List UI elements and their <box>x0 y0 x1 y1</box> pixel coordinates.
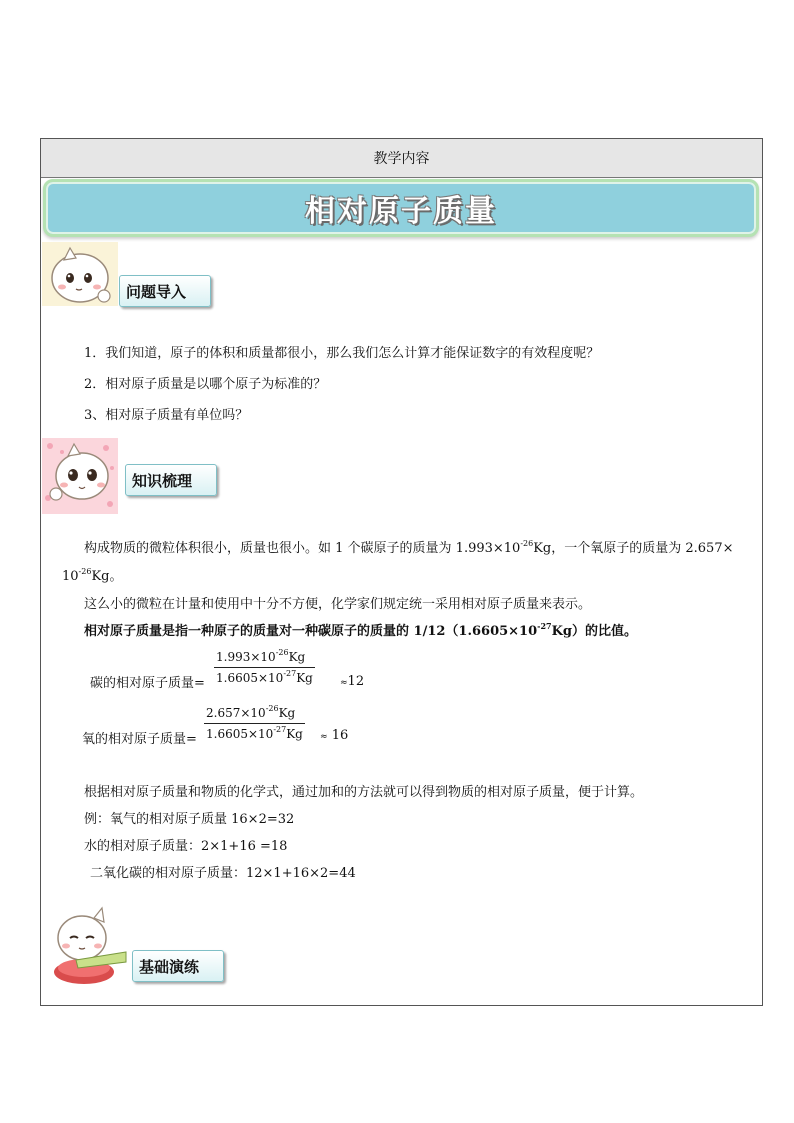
table-header <box>41 139 762 178</box>
question-1: 1．我们知道，原子的体积和质量都很小，那么我们怎么计算才能保证数字的有效程度呢？ <box>84 346 600 361</box>
body-paragraph-1b: $10^{-26}Kg$。 <box>62 567 123 584</box>
carbon-label: 碳的相对原子质量= <box>90 676 205 691</box>
title-banner <box>43 179 759 237</box>
page-title: 相对原子质量 <box>305 194 497 229</box>
examples-intro: 根据相对原子质量和物质的化学式，通过加和的方法就可以得到物质的相对原子质量，便于计算。 <box>84 785 644 800</box>
question-3: 3、相对原子质量有单位吗？ <box>84 408 249 423</box>
question-2: 2．相对原子质量是以哪个原子为标准的？ <box>84 377 327 392</box>
oxygen-result: ≈ 16 <box>320 728 349 743</box>
body-paragraph-2: 这么小的微粒在计量和使用中十分不方便，化学家们规定统一采用相对原子质量来表示。 <box>84 597 592 612</box>
section-knowledge-button[interactable] <box>125 464 217 496</box>
carbon-fraction <box>214 650 315 685</box>
carbon-result: ≈12 <box>340 674 365 689</box>
section-practice-label: 基础演练 <box>139 957 200 976</box>
oxygen-denominator: $1.6605\times 10^{-27}Kg$ <box>206 725 303 741</box>
carbon-denominator: $1.6605\times 10^{-27}Kg$ <box>216 669 313 685</box>
section-knowledge-label: 知识梳理 <box>132 471 193 490</box>
header-label: 教学内容 <box>373 151 430 167</box>
section-intro-label: 问题导入 <box>126 282 187 301</box>
body-paragraph-1a: 构成物质的微粒体积很小，质量也很小。如 1 个碳原子的质量为 $1.993\times 10^{-26}Kg$，一个氧原子的质量为 2.657× <box>84 539 734 556</box>
mascot-thinking-icon <box>42 242 118 306</box>
section-intro-button[interactable] <box>119 275 211 307</box>
definition-text: 相对原子质量是指一种原子的质量对一种碳原子的质量的 $1/12(1.6605\times 10^{-27}Kg)$的比值。 <box>84 621 637 639</box>
mascot-reading-icon <box>46 906 130 988</box>
carbon-numerator: $1.993\times 10^{-26}Kg$ <box>214 650 315 668</box>
section-practice-button[interactable] <box>132 950 224 982</box>
example-oxygen-gas: 例：氧气的相对原子质量 16×2=32 <box>84 812 295 827</box>
example-carbon-dioxide: 二氧化碳的相对原子质量：12×1+16×2=44 <box>90 866 356 881</box>
oxygen-label: 氧的相对原子质量= <box>82 732 197 747</box>
oxygen-numerator: $2.657\times 10^{-26}Kg$ <box>204 706 305 724</box>
example-water: 水的相对原子质量：2×1+16 =18 <box>84 839 288 854</box>
mascot-cheering-icon <box>42 438 118 514</box>
oxygen-fraction <box>204 706 305 741</box>
